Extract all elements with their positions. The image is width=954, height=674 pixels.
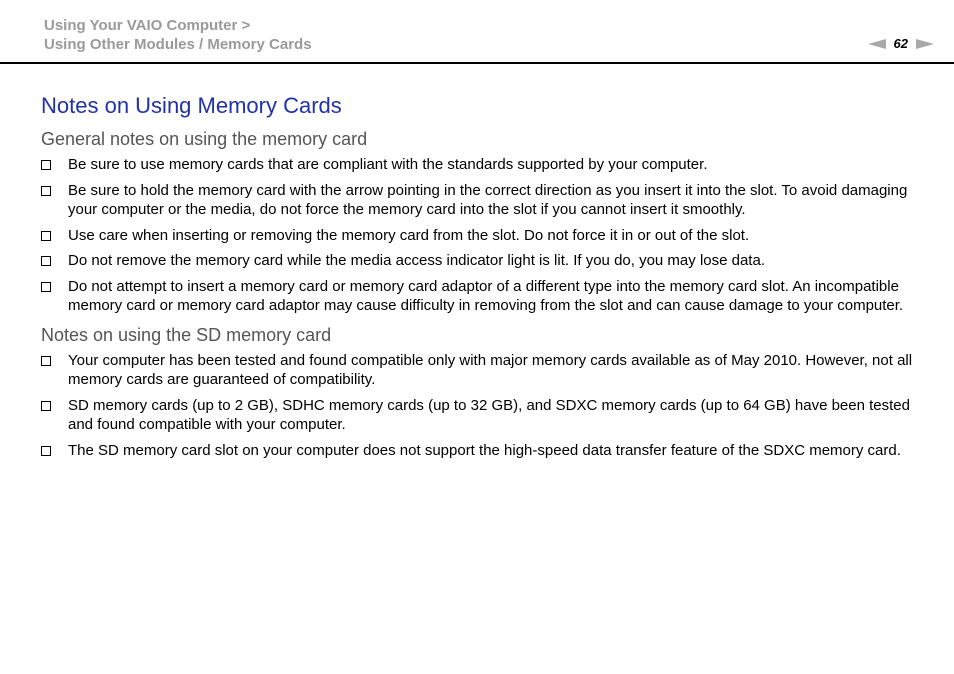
list-item-text: Be sure to use memory cards that are compliant with the standards supported by your computer.	[68, 156, 708, 173]
list-item	[41, 351, 916, 390]
breadcrumb	[44, 16, 312, 54]
main-content	[41, 92, 916, 466]
section-general-notes	[41, 128, 916, 316]
bullet-list	[41, 155, 916, 316]
page-title: Notes on Using Memory Cards	[41, 93, 342, 118]
next-page-arrow-icon[interactable]	[916, 39, 934, 49]
checkbox-bullet-icon	[41, 356, 51, 366]
checkbox-bullet-icon	[41, 282, 51, 292]
bullet-list	[41, 351, 916, 461]
checkbox-bullet-icon	[41, 446, 51, 456]
checkbox-bullet-icon	[41, 231, 51, 241]
list-item	[41, 396, 916, 435]
list-item	[41, 277, 916, 316]
section-heading: Notes on using the SD memory card	[41, 324, 332, 345]
page-header	[0, 0, 954, 64]
breadcrumb-line-2[interactable]: Using Other Modules / Memory Cards	[44, 36, 312, 53]
list-item-text: Do not remove the memory card while the media access indicator light is lit. If you do, you may lose data.	[68, 252, 765, 269]
header-divider	[0, 62, 954, 64]
page-navigation	[868, 36, 934, 51]
list-item	[41, 251, 916, 271]
list-item-text: Your computer has been tested and found compatible only with major memory cards available as of May 2010. However, not all memory cards are guaranteed of compatibility.	[68, 351, 913, 388]
list-item-text: Do not attempt to insert a memory card or memory card adaptor of a different type into the memory card slot. An incompatible memory card or memory card adaptor may cause difficulty in removing from the slot and can cause damage to your computer.	[68, 277, 904, 314]
checkbox-bullet-icon	[41, 401, 51, 411]
checkbox-bullet-icon	[41, 186, 51, 196]
list-item	[41, 226, 916, 246]
list-item	[41, 181, 916, 220]
breadcrumb-line-1[interactable]: Using Your VAIO Computer >	[44, 17, 251, 34]
list-item-text: Be sure to hold the memory card with the arrow pointing in the correct direction as you insert it into the slot. To avoid damaging your computer or the media, do not force the memory card into the slot if you cannot insert it smoothly.	[68, 181, 908, 218]
list-item-text: The SD memory card slot on your computer does not support the high-speed data transfer feature of the SDXC memory card.	[68, 441, 901, 459]
section-heading: General notes on using the memory card	[41, 129, 368, 149]
section-sd-card-notes	[41, 324, 916, 461]
page-number: 62	[893, 36, 908, 51]
checkbox-bullet-icon	[41, 160, 51, 170]
list-item-text: Use care when inserting or removing the memory card from the slot. Do not force it in or out of the slot.	[68, 226, 750, 244]
list-item	[41, 441, 916, 461]
list-item-text: SD memory cards (up to 2 GB), SDHC memory cards (up to 32 GB), and SDXC memory cards (up to 64 GB) have been tested and found compatible with your computer.	[68, 396, 910, 433]
previous-page-arrow-icon[interactable]	[868, 39, 886, 49]
checkbox-bullet-icon	[41, 256, 51, 266]
list-item	[41, 155, 916, 175]
